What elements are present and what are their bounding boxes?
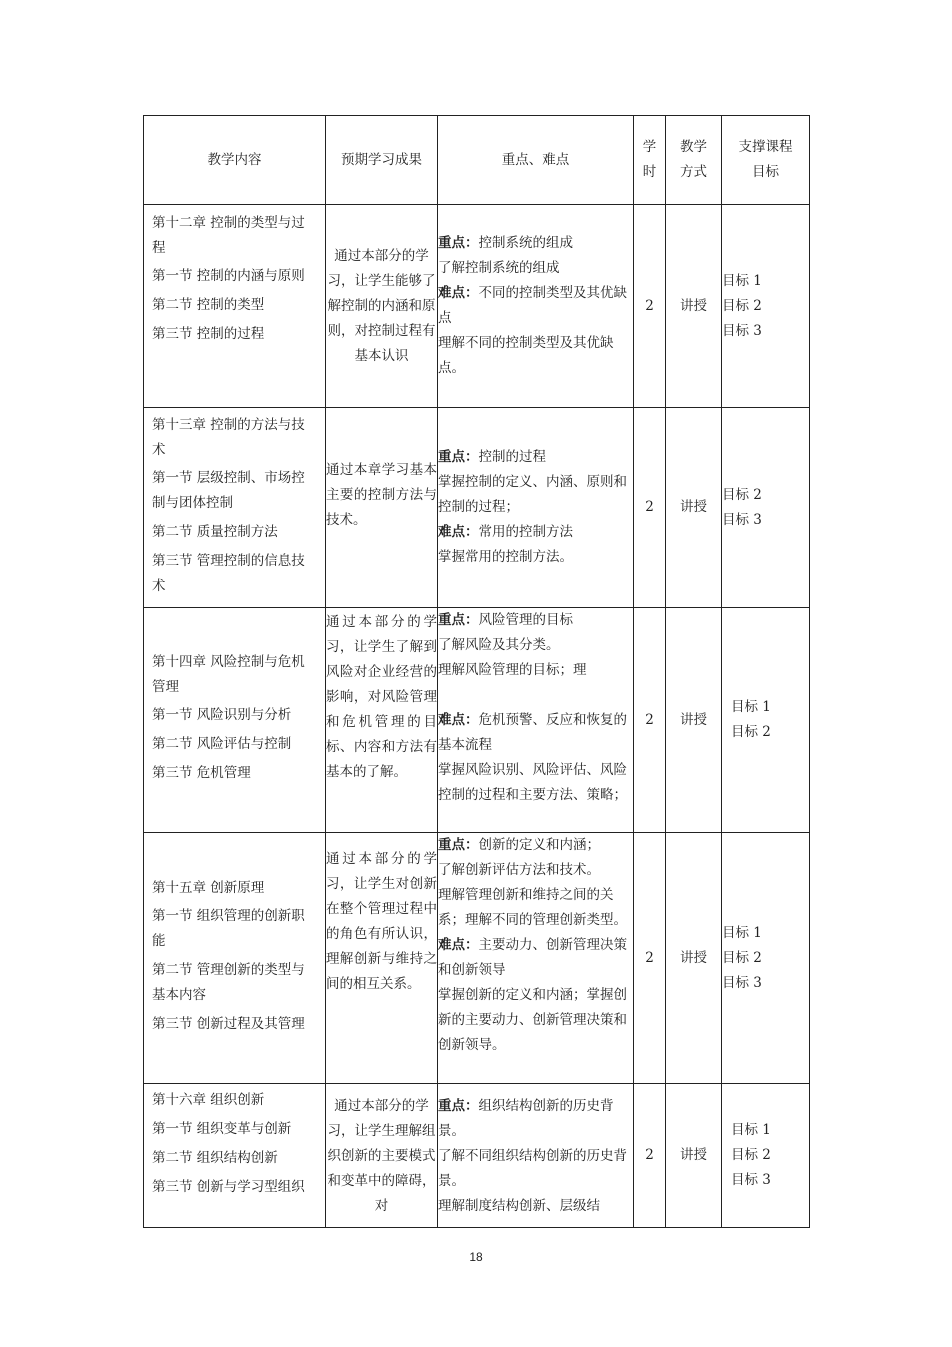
key-text: 了解不同组织结构创新的历史背景。 bbox=[438, 1148, 627, 1189]
content-cell bbox=[144, 1084, 326, 1228]
key-detail bbox=[438, 858, 633, 883]
header-keys: 重点、难点 bbox=[438, 116, 634, 205]
section-item: 第二节 管理创新的类型与基本内容 bbox=[152, 961, 305, 1003]
section-item: 第三节 创新与学习型组织 bbox=[152, 1179, 305, 1195]
goal-item: 目标 3 bbox=[722, 322, 762, 339]
goal-item: 目标 1 bbox=[722, 272, 762, 289]
content-cell bbox=[144, 205, 326, 408]
key-text: 掌握风险识别、风险评估、风险控制的过程和主要方法、策略； bbox=[438, 762, 627, 803]
section-item: 第二节 组织结构创新 bbox=[152, 1150, 278, 1166]
header-method-line-1: 教学 bbox=[680, 139, 707, 155]
method-cell: 讲授 bbox=[666, 205, 722, 408]
section-item: 第三节 管理控制的信息技术 bbox=[152, 552, 305, 594]
goals-cell bbox=[722, 1084, 810, 1228]
outcome-cell: 通过本部分的学习，让学生了解到风险对企业经营的影响，对风险管理和危机管理的目标、内容和方法有基本的了解。 bbox=[326, 608, 438, 833]
goal-item: 目标 2 bbox=[722, 949, 762, 966]
header-hours-line-1: 学 bbox=[642, 139, 657, 155]
keys-cell bbox=[438, 833, 634, 1084]
key-text: 掌握创新的定义和内涵；掌握创新的主要动力、创新管理决策和创新领导。 bbox=[438, 987, 627, 1053]
goal-item: 目标 3 bbox=[722, 974, 762, 991]
keys-cell bbox=[438, 608, 634, 833]
key-detail bbox=[438, 1194, 633, 1219]
key-text: 常用的控制方法 bbox=[478, 524, 573, 540]
key-text: 不同的控制类型及其优缺点 bbox=[438, 285, 627, 326]
key-label: 重点： bbox=[438, 1098, 479, 1114]
key-text: 掌握控制的定义、内涵、原则和控制的过程； bbox=[438, 474, 627, 515]
key-label: 难点： bbox=[438, 524, 479, 540]
outcome-cell: 通过本部分的学习，让学生对创新在整个管理过程中的角色有所认识，理解创新与维持之间的相互关系。 bbox=[326, 833, 438, 1084]
header-method-line-2: 方式 bbox=[680, 164, 707, 180]
goal-item: 目标 2 bbox=[722, 486, 762, 503]
keys-cell bbox=[438, 408, 634, 608]
key-text: 控制的过程 bbox=[478, 449, 546, 465]
method-cell: 讲授 bbox=[666, 833, 722, 1084]
key-text: 理解制度结构创新、层级结 bbox=[438, 1198, 600, 1214]
key-detail bbox=[438, 633, 633, 658]
key-detail bbox=[438, 331, 633, 381]
goals-cell bbox=[722, 608, 810, 833]
outcome-cell: 通过本部分的学习，让学生理解组织创新的主要模式和变革中的障碍，对 bbox=[326, 1084, 438, 1228]
goal-item: 目标 2 bbox=[731, 1147, 771, 1163]
keys-cell bbox=[438, 1084, 634, 1228]
chapter-title: 第十三章 控制的方法与技术 bbox=[152, 416, 305, 458]
key-detail bbox=[438, 256, 633, 281]
outcome-cell: 通过本章学习基本主要的控制方法与技术。 bbox=[326, 408, 438, 608]
page-number: 18 bbox=[469, 1250, 483, 1264]
key-detail bbox=[438, 883, 633, 933]
hours-cell: 2 bbox=[634, 608, 666, 833]
section-item: 第三节 控制的过程 bbox=[152, 326, 265, 342]
section-item: 第三节 创新过程及其管理 bbox=[152, 1015, 305, 1032]
keys-cell bbox=[438, 205, 634, 408]
key-label: 重点： bbox=[438, 235, 479, 251]
key-label: 难点： bbox=[438, 712, 479, 728]
key-text: 创新的定义和内涵； bbox=[478, 837, 600, 853]
chapter-title: 第十六章 组织创新 bbox=[152, 1092, 265, 1108]
section-item: 第一节 组织管理的创新职能 bbox=[152, 907, 305, 949]
method-cell: 讲授 bbox=[666, 408, 722, 608]
hours-cell: 2 bbox=[634, 205, 666, 408]
section-item: 第三节 危机管理 bbox=[152, 765, 251, 781]
difficulty-point bbox=[438, 933, 633, 983]
content-cell bbox=[144, 833, 326, 1084]
table-row bbox=[144, 1084, 810, 1228]
key-text: 危机预警、反应和恢复的基本流程 bbox=[438, 712, 627, 753]
hours-cell: 2 bbox=[634, 1084, 666, 1228]
goals-cell bbox=[722, 408, 810, 608]
key-text: 了解控制系统的组成 bbox=[438, 260, 560, 276]
section-item: 第一节 风险识别与分析 bbox=[152, 707, 292, 723]
method-cell: 讲授 bbox=[666, 1084, 722, 1228]
goal-item: 目标 3 bbox=[731, 1172, 771, 1188]
header-goals-line-1: 支撑课程 bbox=[738, 139, 793, 155]
difficulty-point bbox=[438, 708, 633, 758]
header-goals-line-2: 目标 bbox=[752, 164, 779, 180]
key-label: 难点： bbox=[438, 937, 479, 953]
key-text: 理解不同的控制类型及其优缺点。 bbox=[438, 335, 614, 376]
header-outcome: 预期学习成果 bbox=[326, 116, 438, 205]
chapter-title: 第十四章 风险控制与危机管理 bbox=[152, 654, 305, 695]
table-row bbox=[144, 833, 810, 1084]
section-item: 第二节 质量控制方法 bbox=[152, 523, 278, 540]
hours-cell: 2 bbox=[634, 408, 666, 608]
chapter-title: 第十五章 创新原理 bbox=[152, 879, 265, 896]
key-text: 组织结构创新的历史背景。 bbox=[438, 1098, 614, 1139]
section-item: 第二节 控制的类型 bbox=[152, 297, 265, 313]
header-hours bbox=[634, 116, 666, 205]
syllabus-table bbox=[143, 115, 810, 1228]
key-detail bbox=[438, 658, 633, 683]
key-detail bbox=[438, 758, 633, 808]
key-text: 理解风险管理的目标；理 bbox=[438, 662, 587, 678]
content-cell bbox=[144, 608, 326, 833]
blank-line bbox=[438, 683, 633, 708]
key-label: 难点： bbox=[438, 285, 479, 301]
goal-item: 目标 1 bbox=[722, 924, 762, 941]
key-detail bbox=[438, 470, 633, 520]
key-text: 风险管理的目标 bbox=[478, 612, 573, 628]
key-text: 掌握常用的控制方法。 bbox=[438, 549, 573, 565]
chapter-title: 第十二章 控制的类型与过程 bbox=[152, 215, 305, 256]
goal-item: 目标 1 bbox=[731, 1122, 771, 1138]
goal-item: 目标 2 bbox=[731, 724, 771, 740]
header-content: 教学内容 bbox=[144, 116, 326, 205]
key-label: 重点： bbox=[438, 837, 479, 853]
section-item: 第二节 风险评估与控制 bbox=[152, 736, 292, 752]
difficulty-point bbox=[438, 281, 633, 331]
key-detail bbox=[438, 545, 633, 570]
section-item: 第一节 控制的内涵与原则 bbox=[152, 268, 305, 284]
content-cell bbox=[144, 408, 326, 608]
goals-cell bbox=[722, 833, 810, 1084]
key-point bbox=[438, 608, 633, 633]
key-label: 重点： bbox=[438, 612, 479, 628]
goals-cell bbox=[722, 205, 810, 408]
hours-cell: 2 bbox=[634, 833, 666, 1084]
section-item: 第一节 层级控制、市场控制与团体控制 bbox=[152, 469, 305, 511]
goal-item: 目标 1 bbox=[731, 699, 771, 715]
key-text: 理解管理创新和维持之间的关系；理解不同的管理创新类型。 bbox=[438, 887, 627, 928]
table-row bbox=[144, 608, 810, 833]
key-label: 重点： bbox=[438, 449, 479, 465]
difficulty-point bbox=[438, 520, 633, 545]
header-goals bbox=[722, 116, 810, 205]
key-detail bbox=[438, 1144, 633, 1194]
key-point bbox=[438, 1094, 633, 1144]
key-detail bbox=[438, 983, 633, 1058]
header-row bbox=[144, 116, 810, 205]
goal-item: 目标 2 bbox=[722, 297, 762, 314]
key-point bbox=[438, 833, 633, 858]
key-text: 控制系统的组成 bbox=[478, 235, 573, 251]
key-text: 主要动力、创新管理决策和创新领导 bbox=[438, 937, 627, 978]
section-item: 第一节 组织变革与创新 bbox=[152, 1121, 292, 1137]
header-method bbox=[666, 116, 722, 205]
key-point bbox=[438, 231, 633, 256]
key-point bbox=[438, 445, 633, 470]
key-text: 了解风险及其分类。 bbox=[438, 637, 560, 653]
header-hours-line-2: 时 bbox=[642, 164, 657, 180]
key-text: 了解创新评估方法和技术。 bbox=[438, 862, 600, 878]
table-row bbox=[144, 205, 810, 408]
table-row bbox=[144, 408, 810, 608]
method-cell: 讲授 bbox=[666, 608, 722, 833]
outcome-cell: 通过本部分的学习，让学生能够了解控制的内涵和原则，对控制过程有基本认识 bbox=[326, 205, 438, 408]
goal-item: 目标 3 bbox=[722, 511, 762, 528]
